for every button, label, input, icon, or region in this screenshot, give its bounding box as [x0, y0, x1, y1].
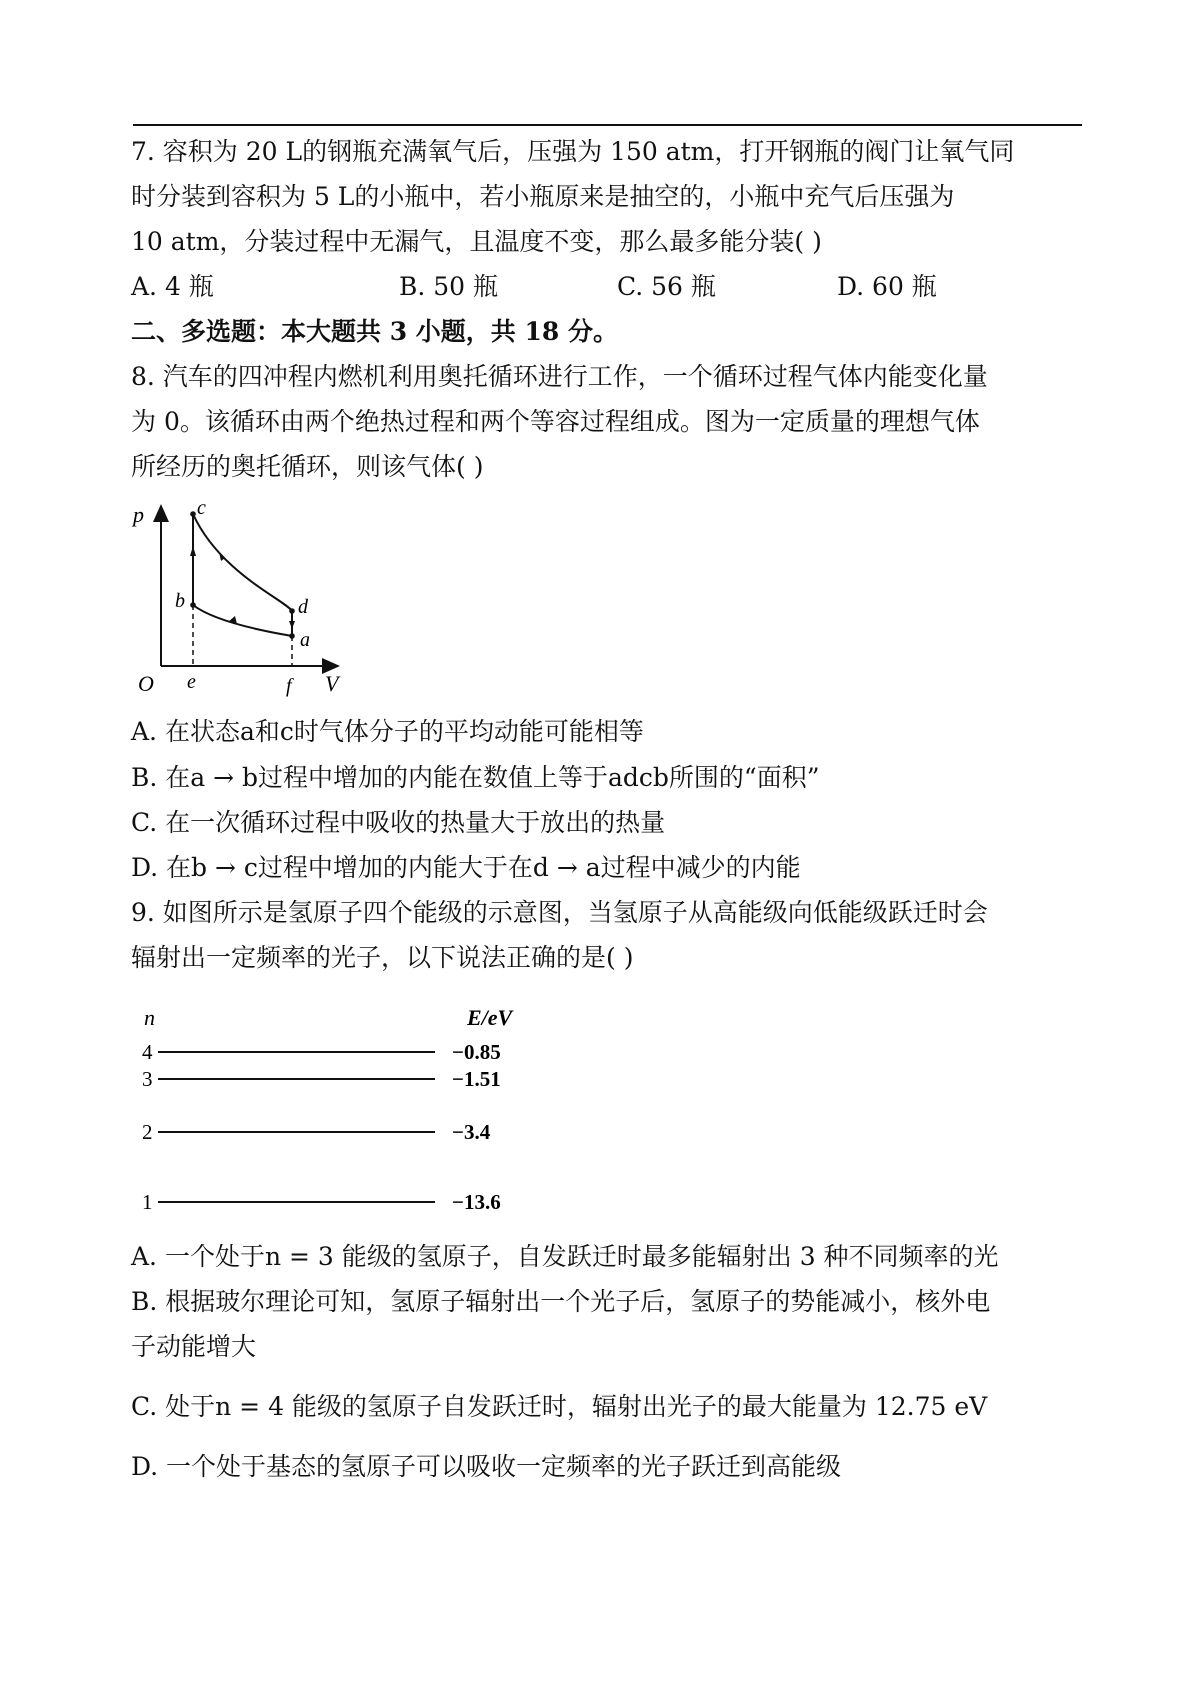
label-f: f — [286, 675, 292, 697]
q7-text-line-2: 时分装到容积为 5 L的小瓶中，若小瓶原来是抽空的，小瓶中充气后压强为 — [131, 182, 955, 211]
level-2-energy: −3.4 — [452, 1120, 491, 1144]
label-e: e — [187, 671, 196, 693]
energy-level-diagram — [130, 1000, 530, 1215]
label-b: b — [175, 590, 185, 612]
label-d: d — [298, 596, 308, 618]
q8-option-c[interactable]: C. 在一次循环过程中吸收的热量大于放出的热量 — [131, 808, 666, 837]
q8-text-line-1: 8. 汽车的四冲程内燃机利用奥托循环进行工作，一个循环过程气体内能变化量 — [131, 362, 988, 391]
level-1-energy: −13.6 — [452, 1190, 501, 1214]
q8-text-line-2: 为 0。该循环由两个绝热过程和两个等容过程组成。图为一定质量的理想气体 — [131, 407, 980, 436]
q7-options — [131, 272, 1031, 302]
header-rule — [133, 124, 1082, 126]
point-c — [190, 511, 196, 517]
q7-option-d[interactable]: D. 60 瓶 — [837, 272, 937, 301]
q7-text-line-1: 7. 容积为 20 L的钢瓶充满氧气后，压强为 150 atm，打开钢瓶的阀门让氧气同 — [131, 137, 1015, 166]
label-energy-unit: E/eV — [467, 1005, 513, 1030]
q9-option-a[interactable]: A. 一个处于n = 3 能级的氢原子，自发跃迁时最多能辐射出 3 种不同频率的光 — [131, 1242, 999, 1271]
q9-text-line-1: 9. 如图所示是氢原子四个能级的示意图，当氢原子从高能级向低能级跃迁时会 — [131, 898, 988, 927]
q7-option-c[interactable]: C. 56 瓶 — [617, 272, 716, 301]
q9-option-c[interactable]: C. 处于n = 4 能级的氢原子自发跃迁时，辐射出光子的最大能量为 12.75 eV — [131, 1392, 988, 1421]
label-a: a — [300, 629, 310, 651]
q8-option-d[interactable]: D. 在b → c过程中增加的内能大于在d → a过程中减少的内能 — [131, 853, 801, 882]
pv-diagram — [125, 498, 365, 708]
point-a — [289, 633, 295, 639]
q8-text-line-3: 所经历的奥托循环，则该气体( ) — [131, 452, 484, 481]
level-3-energy: −1.51 — [452, 1067, 501, 1091]
q7-option-a[interactable]: A. 4 瓶 — [131, 272, 214, 301]
q9-option-b-line-1[interactable]: B. 根据玻尔理论可知，氢原子辐射出一个光子后，氢原子的势能减小，核外电 — [131, 1287, 991, 1316]
q9-option-d[interactable]: D. 一个处于基态的氢原子可以吸收一定频率的光子跃迁到高能级 — [131, 1452, 842, 1481]
arrow-c-to-d-icon — [219, 552, 225, 561]
arrow-a-to-b-icon — [228, 616, 237, 624]
point-b — [190, 602, 196, 608]
q8-option-b[interactable]: B. 在a → b过程中增加的内能在数值上等于adcb所围的“面积” — [131, 763, 820, 792]
point-d — [289, 608, 295, 614]
label-c: c — [197, 498, 206, 519]
level-1-number: 1 — [142, 1190, 153, 1214]
label-n: n — [144, 1005, 155, 1030]
label-origin: O — [138, 671, 154, 696]
level-4-energy: −0.85 — [452, 1040, 501, 1064]
label-p: p — [133, 502, 144, 527]
q7-text-line-3: 10 atm，分装过程中无漏气，且温度不变，那么最多能分装( ) — [131, 227, 822, 256]
arrow-b-to-c-icon — [190, 546, 196, 556]
process-c-to-d — [193, 514, 292, 611]
process-a-to-b — [193, 605, 292, 636]
q9-option-b-line-2: 子动能增大 — [131, 1332, 257, 1361]
level-3-number: 3 — [142, 1067, 153, 1091]
section-heading: 二、多选题：本大题共 3 小题，共 18 分。 — [131, 317, 619, 346]
label-v: V — [325, 671, 339, 696]
q8-option-a[interactable]: A. 在状态a和c时气体分子的平均动能可能相等 — [131, 717, 644, 746]
q9-text-line-2: 辐射出一定频率的光子，以下说法正确的是( ) — [131, 943, 634, 972]
arrow-d-to-a-icon — [289, 621, 295, 629]
q7-option-b[interactable]: B. 50 瓶 — [399, 272, 499, 301]
level-4-number: 4 — [142, 1040, 153, 1064]
level-2-number: 2 — [142, 1120, 153, 1144]
